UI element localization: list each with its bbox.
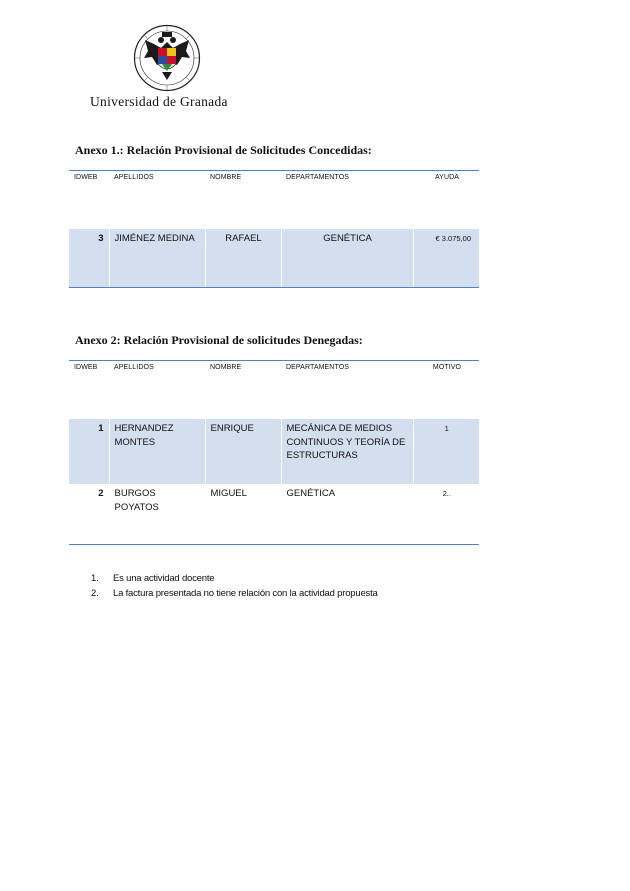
column-header-motivo: MOTIVO bbox=[413, 361, 479, 420]
cell-nombre: ENRIQUE bbox=[205, 419, 281, 484]
column-header-departamentos: DEPARTAMENTOS bbox=[281, 171, 413, 230]
table-row bbox=[69, 484, 479, 544]
cell-idweb: 1 bbox=[69, 419, 109, 484]
column-header-nombre: NOMBRE bbox=[205, 171, 281, 230]
cell-idweb: 3 bbox=[69, 229, 109, 287]
university-name: Universidad de Granada bbox=[90, 94, 228, 109]
cell-motivo: 2.. bbox=[413, 484, 479, 544]
table-row bbox=[69, 419, 479, 484]
list-item bbox=[91, 573, 378, 588]
cell-motivo: 1 bbox=[413, 419, 479, 484]
column-header-apellidos: APELLIDOS bbox=[109, 361, 205, 420]
cell-apellidos: JIMÉNEZ MEDINA bbox=[109, 229, 205, 287]
cell-apellidos: HERNANDEZ MONTES bbox=[109, 419, 205, 484]
list-item-number: 2. bbox=[91, 587, 99, 599]
cell-departamento: GENÉTICA bbox=[281, 229, 413, 287]
university-crest-logo bbox=[133, 24, 201, 92]
annex1-title: Anexo 1.: Relación Provisional de Solicitudes Concedidas: bbox=[75, 143, 372, 157]
column-header-idweb: IDWEB bbox=[69, 361, 109, 420]
cell-nombre: RAFAEL bbox=[205, 229, 281, 287]
cell-idweb: 2 bbox=[69, 484, 109, 544]
granted-requests-table bbox=[69, 170, 479, 288]
denied-requests-table bbox=[69, 360, 479, 545]
list-item-text: La factura presentada no tiene relación con la actividad propuesta bbox=[113, 587, 378, 599]
cell-departamento: MECÁNICA DE MEDIOS CONTINUOS Y TEORÍA DE ESTRUCTURAS bbox=[281, 419, 413, 484]
column-header-ayuda: AYUDA bbox=[413, 171, 479, 230]
table-header-row bbox=[69, 171, 479, 230]
list-item bbox=[91, 588, 378, 603]
table-header-row bbox=[69, 361, 479, 420]
list-item-text: Es una actividad docente bbox=[113, 573, 215, 584]
cell-apellidos: BURGOS POYATOS bbox=[109, 484, 205, 544]
cell-departamento: GENÉTICA bbox=[281, 484, 413, 544]
cell-ayuda: € 3.075,00 bbox=[413, 229, 479, 287]
cell-nombre: MIGUEL bbox=[205, 484, 281, 544]
column-header-idweb: IDWEB bbox=[69, 171, 109, 230]
table-row bbox=[69, 229, 479, 287]
column-header-nombre: NOMBRE bbox=[205, 361, 281, 420]
annex2-title: Anexo 2: Relación Provisional de solicitudes Denegadas: bbox=[75, 333, 363, 347]
column-header-apellidos: APELLIDOS bbox=[109, 171, 205, 230]
column-header-departamentos: DEPARTAMENTOS bbox=[281, 361, 413, 420]
denial-reasons-list bbox=[91, 573, 378, 602]
list-item-number: 1. bbox=[91, 573, 99, 584]
